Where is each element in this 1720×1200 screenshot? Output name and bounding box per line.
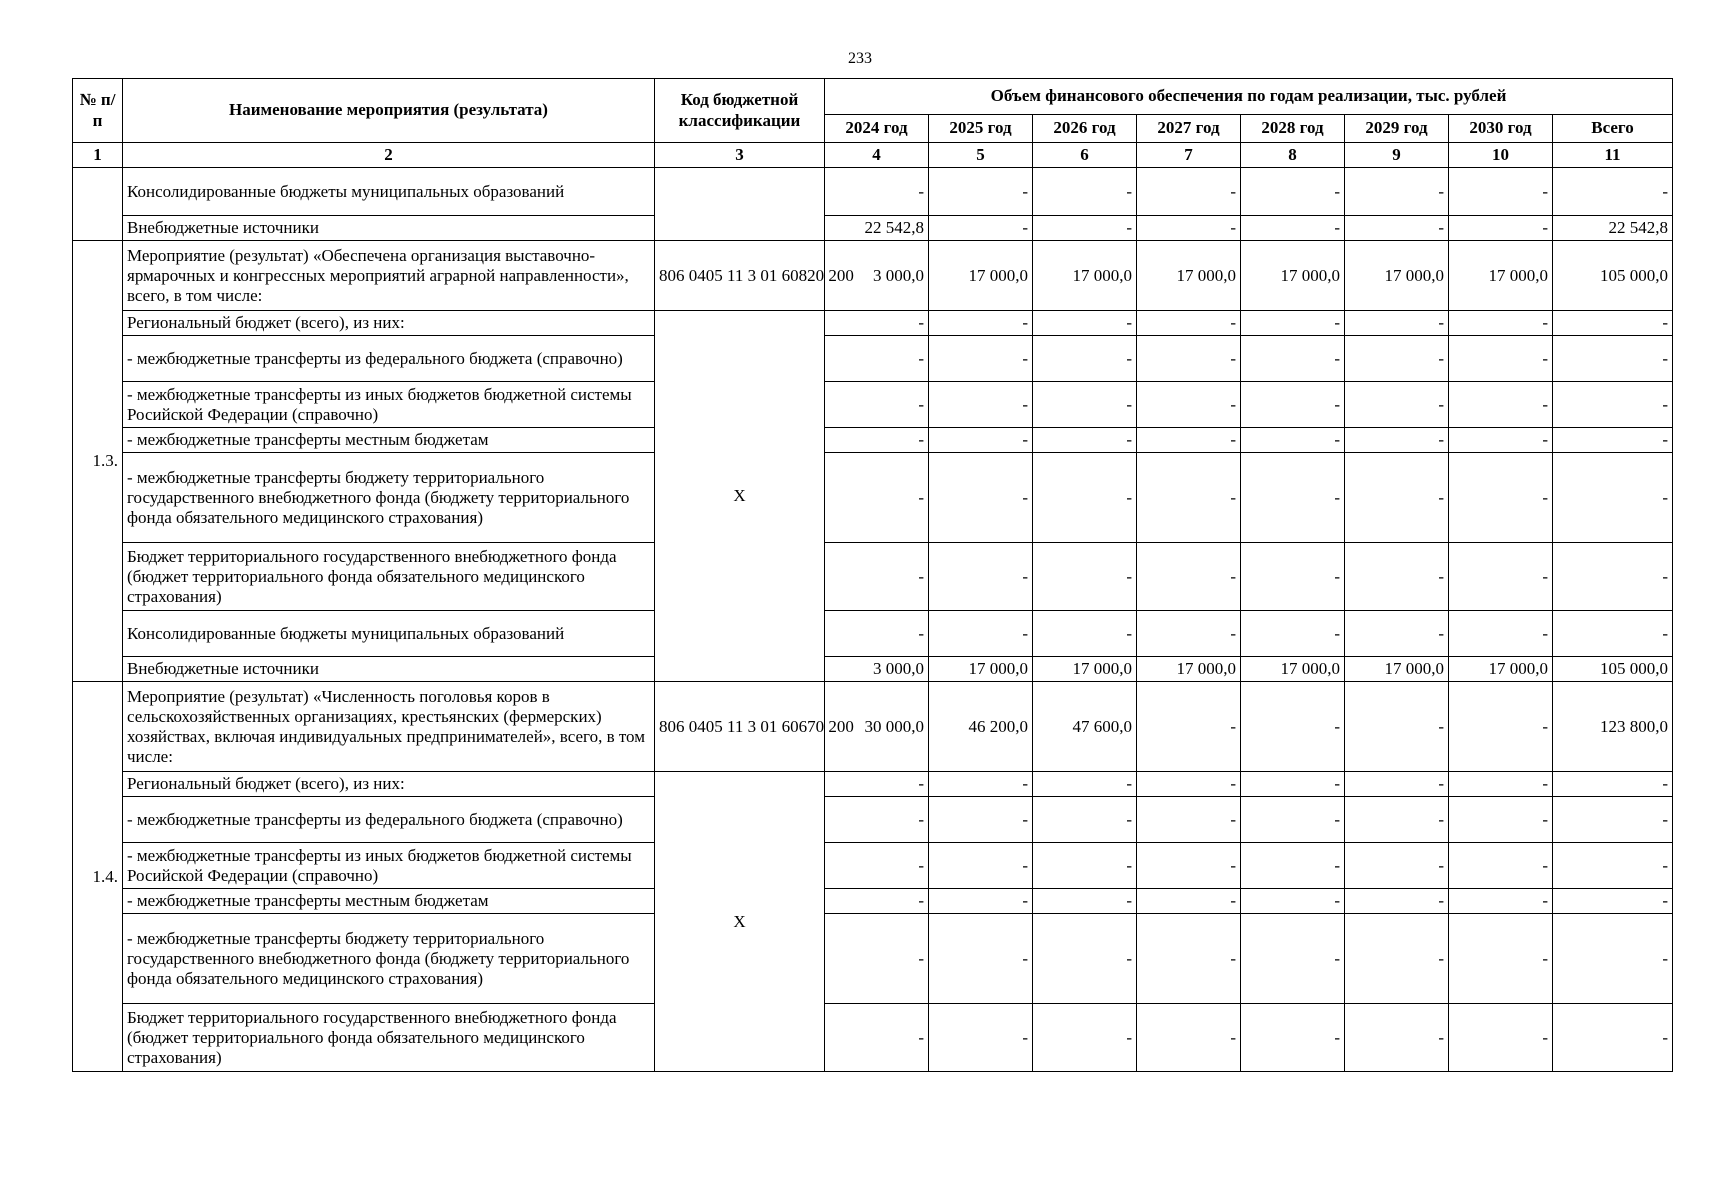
value-cell: 17 000,0 [1137, 241, 1241, 311]
value-cell: - [1345, 453, 1449, 543]
value-cell: - [1449, 843, 1553, 889]
value-cell: 3 000,0 [825, 241, 929, 311]
year-header: Всего [1553, 115, 1673, 143]
table-row [73, 889, 1673, 914]
value-cell: - [1033, 428, 1137, 453]
value-cell: - [825, 382, 929, 428]
value-cell: - [1553, 843, 1673, 889]
page-number: 233 [848, 50, 872, 67]
table-row [73, 311, 1673, 336]
value-cell: - [1137, 1004, 1241, 1072]
column-number: 6 [1033, 143, 1137, 168]
value-cell: - [825, 168, 929, 216]
table-row [73, 914, 1673, 1004]
value-cell: - [1449, 889, 1553, 914]
value-cell: - [1345, 682, 1449, 772]
value-cell: - [1137, 843, 1241, 889]
not-applicable-mark: X [655, 772, 825, 1072]
value-cell: - [929, 1004, 1033, 1072]
year-header: 2024 год [825, 115, 929, 143]
value-cell: - [929, 216, 1033, 241]
section-title: Мероприятие (результат) «Численность поголовья коров в сельскохозяйственных организациях, крестьянских (фермерских) хозяйствах, включая индивидуальных предпринимателей», всего, в том числе: [123, 682, 655, 772]
value-cell: - [1241, 1004, 1345, 1072]
value-cell: - [1553, 914, 1673, 1004]
row-name: - межбюджетные трансферты из федерального бюджета (справочно) [123, 797, 655, 843]
table-row [73, 428, 1673, 453]
value-cell: 17 000,0 [1033, 657, 1137, 682]
header-funding: Объем финансового обеспечения по годам реализации, тыс. рублей [825, 79, 1673, 115]
value-cell: 17 000,0 [1449, 657, 1553, 682]
table-row [73, 543, 1673, 611]
value-cell: - [1449, 772, 1553, 797]
value-cell: - [1449, 336, 1553, 382]
value-cell: - [1449, 797, 1553, 843]
column-number: 3 [655, 143, 825, 168]
value-cell: 17 000,0 [1449, 241, 1553, 311]
value-cell: - [1553, 1004, 1673, 1072]
not-applicable-mark: X [655, 311, 825, 682]
value-cell: - [929, 382, 1033, 428]
row-name: - межбюджетные трансферты местным бюджетам [123, 428, 655, 453]
budget-code: 806 0405 11 3 01 60670 200 [655, 682, 825, 772]
value-cell: - [1449, 428, 1553, 453]
table-row [73, 382, 1673, 428]
value-cell: - [1553, 311, 1673, 336]
value-cell: - [1241, 797, 1345, 843]
year-header: 2029 год [1345, 115, 1449, 143]
value-cell: - [1137, 336, 1241, 382]
row-name: - межбюджетные трансферты бюджету территориального государственного внебюджетного фонда (бюджету территориального фонда обязательного медицинского страхования) [123, 453, 655, 543]
value-cell: - [1449, 914, 1553, 1004]
value-cell: - [1449, 1004, 1553, 1072]
value-cell: 123 800,0 [1553, 682, 1673, 772]
value-cell: - [1553, 889, 1673, 914]
value-cell: - [1033, 543, 1137, 611]
value-cell: - [929, 311, 1033, 336]
value-cell: 17 000,0 [1345, 241, 1449, 311]
table-row [73, 611, 1673, 657]
value-cell: - [1033, 311, 1137, 336]
header-num: № п/п [73, 79, 123, 143]
row-name: - межбюджетные трансферты из иных бюджетов бюджетной системы Росийской Федерации (справочно) [123, 843, 655, 889]
value-cell: - [1241, 216, 1345, 241]
value-cell: - [1241, 543, 1345, 611]
value-cell: 17 000,0 [1241, 657, 1345, 682]
column-number: 4 [825, 143, 929, 168]
row-name: Консолидированные бюджеты муниципальных образований [123, 168, 655, 216]
value-cell: 17 000,0 [929, 657, 1033, 682]
section-index: 1.3. [73, 241, 123, 682]
value-cell: - [1137, 543, 1241, 611]
value-cell: - [1241, 168, 1345, 216]
row-name: Региональный бюджет (всего), из них: [123, 311, 655, 336]
value-cell: - [1033, 843, 1137, 889]
value-cell: - [1137, 889, 1241, 914]
value-cell: 22 542,8 [1553, 216, 1673, 241]
value-cell: - [1345, 843, 1449, 889]
table-row [73, 216, 1673, 241]
value-cell: - [929, 797, 1033, 843]
value-cell: - [1345, 382, 1449, 428]
value-cell: - [1137, 216, 1241, 241]
value-cell: 105 000,0 [1553, 241, 1673, 311]
value-cell: - [1033, 382, 1137, 428]
row-name: Бюджет территориального государственного внебюджетного фонда (бюджет территориального фонда обязательного медицинского страхования) [123, 543, 655, 611]
row-name: Внебюджетные источники [123, 216, 655, 241]
value-cell: - [1345, 216, 1449, 241]
value-cell: - [1241, 772, 1345, 797]
value-cell: - [1033, 611, 1137, 657]
value-cell: - [1449, 311, 1553, 336]
value-cell: - [1345, 311, 1449, 336]
column-number: 9 [1345, 143, 1449, 168]
value-cell: - [1241, 611, 1345, 657]
value-cell: - [825, 843, 929, 889]
value-cell: - [929, 611, 1033, 657]
value-cell: - [1137, 682, 1241, 772]
column-number: 8 [1241, 143, 1345, 168]
value-cell: - [1345, 889, 1449, 914]
value-cell: - [1137, 311, 1241, 336]
table-row [73, 843, 1673, 889]
value-cell: - [1137, 382, 1241, 428]
code-cell [655, 168, 825, 241]
value-cell: - [1553, 453, 1673, 543]
column-number: 2 [123, 143, 655, 168]
value-cell: - [1553, 611, 1673, 657]
index-cell [73, 168, 123, 241]
table-row [73, 657, 1673, 682]
value-cell: - [1033, 216, 1137, 241]
value-cell: - [1241, 382, 1345, 428]
value-cell: - [1241, 889, 1345, 914]
value-cell: - [1553, 772, 1673, 797]
value-cell: 3 000,0 [825, 657, 929, 682]
year-header: 2027 год [1137, 115, 1241, 143]
value-cell: - [1345, 543, 1449, 611]
section-row [73, 241, 1673, 311]
column-number: 11 [1553, 143, 1673, 168]
value-cell: - [1553, 168, 1673, 216]
section-title: Мероприятие (результат) «Обеспечена организация выставочно-ярмарочных и конгрессных мероприятий аграрной направленности», всего, в том числе: [123, 241, 655, 311]
budget-table [72, 78, 1673, 1072]
value-cell: - [825, 428, 929, 453]
value-cell: - [1137, 611, 1241, 657]
value-cell: - [1553, 543, 1673, 611]
table-row [73, 772, 1673, 797]
value-cell: - [1553, 797, 1673, 843]
value-cell: - [1241, 311, 1345, 336]
value-cell: - [929, 453, 1033, 543]
column-number: 10 [1449, 143, 1553, 168]
value-cell: - [929, 543, 1033, 611]
row-name: - межбюджетные трансферты местным бюджетам [123, 889, 655, 914]
value-cell: - [929, 843, 1033, 889]
value-cell: - [1553, 382, 1673, 428]
value-cell: - [825, 1004, 929, 1072]
header-name: Наименование мероприятия (результата) [123, 79, 655, 143]
value-cell: - [1345, 797, 1449, 843]
row-name: Региональный бюджет (всего), из них: [123, 772, 655, 797]
value-cell: 17 000,0 [1033, 241, 1137, 311]
value-cell: - [825, 311, 929, 336]
value-cell: - [1345, 914, 1449, 1004]
budget-code: 806 0405 11 3 01 60820 200 [655, 241, 825, 311]
column-number: 5 [929, 143, 1033, 168]
value-cell: 47 600,0 [1033, 682, 1137, 772]
table-row [73, 797, 1673, 843]
value-cell: - [1241, 843, 1345, 889]
table-row [73, 1004, 1673, 1072]
value-cell: - [1553, 428, 1673, 453]
value-cell: - [1033, 797, 1137, 843]
year-header: 2030 год [1449, 115, 1553, 143]
value-cell: - [1033, 1004, 1137, 1072]
value-cell: - [1553, 336, 1673, 382]
value-cell: - [1449, 543, 1553, 611]
value-cell: 17 000,0 [1241, 241, 1345, 311]
value-cell: - [1033, 453, 1137, 543]
value-cell: 17 000,0 [1345, 657, 1449, 682]
value-cell: - [1345, 168, 1449, 216]
value-cell: - [1137, 772, 1241, 797]
value-cell: - [825, 453, 929, 543]
row-name: Внебюджетные источники [123, 657, 655, 682]
row-name: Бюджет территориального государственного внебюджетного фонда (бюджет территориального фонда обязательного медицинского страхования) [123, 1004, 655, 1072]
value-cell: - [1033, 168, 1137, 216]
value-cell: - [825, 914, 929, 1004]
column-number: 1 [73, 143, 123, 168]
table-row [73, 336, 1673, 382]
value-cell: 17 000,0 [1137, 657, 1241, 682]
value-cell: - [929, 428, 1033, 453]
value-cell: - [1345, 611, 1449, 657]
value-cell: - [825, 797, 929, 843]
value-cell: - [1137, 453, 1241, 543]
section-index: 1.4. [73, 682, 123, 1072]
value-cell: - [1241, 682, 1345, 772]
value-cell: - [1345, 772, 1449, 797]
row-name: - межбюджетные трансферты бюджету территориального государственного внебюджетного фонда (бюджету территориального фонда обязательного медицинского страхования) [123, 914, 655, 1004]
value-cell: - [825, 772, 929, 797]
value-cell: 105 000,0 [1553, 657, 1673, 682]
value-cell: - [1449, 453, 1553, 543]
value-cell: - [1033, 889, 1137, 914]
value-cell: 46 200,0 [929, 682, 1033, 772]
section-row [73, 682, 1673, 772]
value-cell: - [1345, 428, 1449, 453]
value-cell: - [1033, 336, 1137, 382]
year-header: 2028 год [1241, 115, 1345, 143]
value-cell: - [825, 889, 929, 914]
value-cell: 22 542,8 [825, 216, 929, 241]
value-cell: - [1137, 428, 1241, 453]
value-cell: - [825, 611, 929, 657]
value-cell: 30 000,0 [825, 682, 929, 772]
value-cell: - [1137, 168, 1241, 216]
row-name: - межбюджетные трансферты из иных бюджетов бюджетной системы Росийской Федерации (справочно) [123, 382, 655, 428]
value-cell: - [1345, 336, 1449, 382]
value-cell: - [929, 168, 1033, 216]
value-cell: - [929, 772, 1033, 797]
value-cell: - [1449, 611, 1553, 657]
value-cell: - [1241, 336, 1345, 382]
value-cell: - [825, 336, 929, 382]
value-cell: 17 000,0 [929, 241, 1033, 311]
year-header: 2026 год [1033, 115, 1137, 143]
value-cell: - [1449, 382, 1553, 428]
value-cell: - [929, 914, 1033, 1004]
value-cell: - [1241, 914, 1345, 1004]
row-name: Консолидированные бюджеты муниципальных образований [123, 611, 655, 657]
value-cell: - [1449, 216, 1553, 241]
value-cell: - [1241, 428, 1345, 453]
value-cell: - [1033, 772, 1137, 797]
year-header: 2025 год [929, 115, 1033, 143]
value-cell: - [1033, 914, 1137, 1004]
value-cell: - [1241, 453, 1345, 543]
value-cell: - [1345, 1004, 1449, 1072]
row-name: - межбюджетные трансферты из федерального бюджета (справочно) [123, 336, 655, 382]
table-row [73, 168, 1673, 216]
header-code: Код бюджетной классификации [655, 79, 825, 143]
value-cell: - [1449, 168, 1553, 216]
value-cell: - [1137, 797, 1241, 843]
value-cell: - [825, 543, 929, 611]
value-cell: - [1449, 682, 1553, 772]
value-cell: - [929, 889, 1033, 914]
value-cell: - [1137, 914, 1241, 1004]
column-number: 7 [1137, 143, 1241, 168]
value-cell: - [929, 336, 1033, 382]
table-row [73, 453, 1673, 543]
